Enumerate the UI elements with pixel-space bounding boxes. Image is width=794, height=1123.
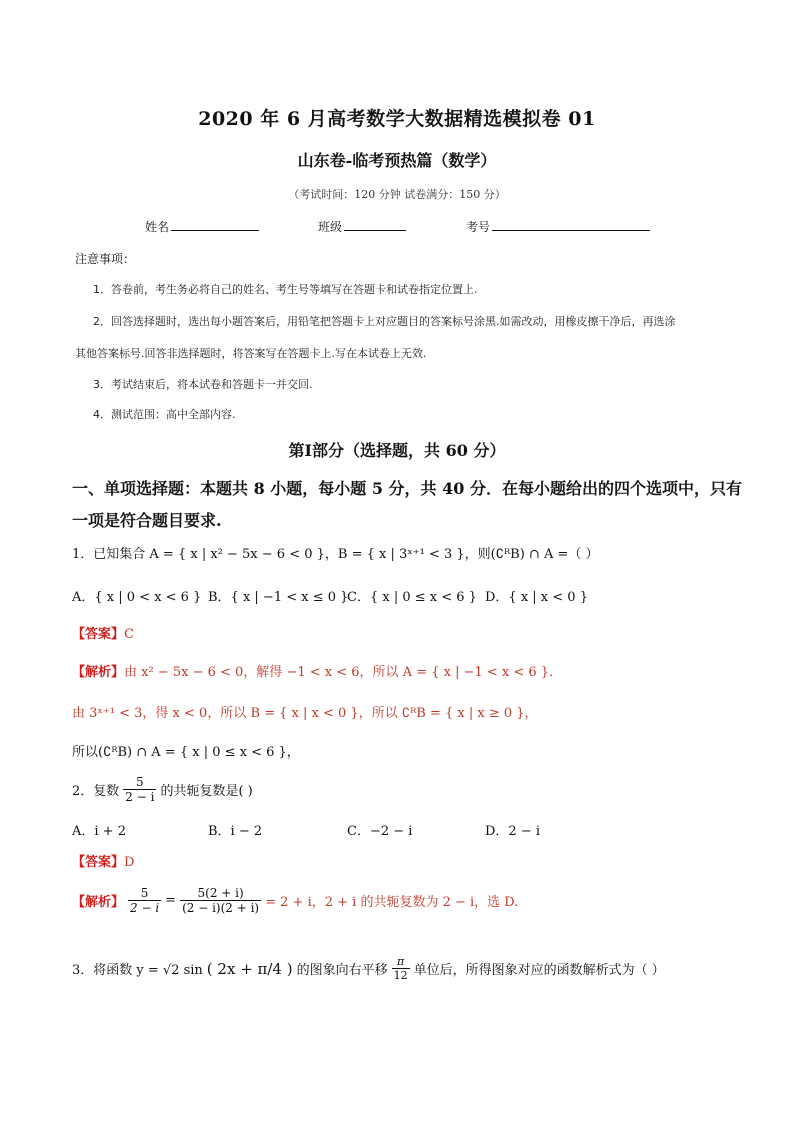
q3-stem-post: 单位后，所得图象对应的函数解析式为（ ） (413, 963, 665, 978)
exam-title: 2020 年 6 月高考数学大数据精选模拟卷 01 (198, 108, 596, 130)
fraction-numerator: π (397, 955, 405, 968)
q1-option-d: D．{ x | x < 0 } (485, 590, 588, 605)
fraction-denominator: 2 − i (125, 790, 155, 804)
q2-option-d: D．2 − i (485, 824, 541, 839)
fraction-numerator: 5 (136, 775, 144, 789)
note-item: 其他答案标号.回答非选择题时，将答案写在答题卡上.写在本试卷上无效. (75, 347, 427, 360)
q1-option-b: B．{ x | −1 < x ≤ 0 } (208, 590, 349, 605)
exam-meta: （考试时间：120 分钟 试卷满分：150 分） (288, 188, 506, 201)
q2-answer (72, 851, 134, 870)
name-field (145, 218, 259, 235)
q3-stem-pre: 3．将函数 y = √2 sin (72, 963, 203, 978)
q2-fraction (123, 775, 156, 804)
answer-tag: 【答案】 (72, 855, 125, 870)
analysis-fraction (180, 886, 261, 915)
analysis-tag: 【解析】 (72, 665, 125, 680)
q2-analysis: 【解析】 $\frac{5}{2 - i}$ = $\frac{5(2 + i)}{(2 - i)(2 + i)}$ = 2 + i，2 + i 的共轭复数为 2 − i，选 D. (72, 886, 519, 915)
question-1-stem: 1．已知集合 A = { x | x² − 5x − 6 < 0 }，B = { x | 3ˣ⁺¹ < 3 }，则(∁ᴿB) ∩ A =（ ） (72, 547, 599, 562)
section-title: 第Ⅰ部分（选择题，共 60 分） (288, 441, 506, 460)
note-item: 2．回答选择题时，选出每小题答案后，用铅笔把答题卡上对应题目的答案标号涂黑.如需改动，用橡皮擦干净后，再选涂 (93, 315, 676, 328)
fraction-denominator: (2 − i)(2 + i) (182, 901, 260, 915)
q1-option-c: C．{ x | 0 ≤ x < 6 } (347, 590, 477, 605)
q2-option-c: C．−2 − i (347, 824, 413, 839)
class-label: 班级 (318, 220, 343, 234)
class-field (318, 218, 406, 235)
note-item: 4．测试范围：高中全部内容. (93, 408, 236, 421)
q1-option-a: A．{ x | 0 < x < 6 } (72, 590, 202, 605)
note-item: 1．答卷前，考生务必将自己的姓名、考生号等填写在答题卡和试卷指定位置上. (93, 283, 478, 296)
q1-answer (72, 623, 134, 642)
fraction-numerator: 5(2 + i) (197, 886, 244, 900)
analysis-line: 由 x² − 5x − 6 < 0，解得 −1 < x < 6，所以 A = { x | −1 < x < 6 }． (124, 665, 563, 680)
fraction-denominator: 2 − i (130, 901, 160, 915)
answer-tag: 【答案】 (72, 627, 125, 642)
q2-option-b: B．i − 2 (208, 824, 263, 839)
fraction-numerator: 5 (140, 886, 149, 900)
q2-option-a: A．i + 2 (72, 824, 126, 839)
q2-stem-pre: 2．复数 (72, 784, 120, 799)
q3-stem-mid: 的图象向右平移 (296, 963, 388, 978)
analysis-line: = 2 + i，2 + i 的共轭复数为 2 − i，选 D. (265, 895, 519, 910)
fraction-denominator: 12 (393, 969, 408, 982)
answer-value: D (124, 855, 135, 870)
analysis-fraction (128, 886, 161, 915)
name-label: 姓名 (145, 220, 170, 234)
answer-value: C (124, 627, 134, 642)
note-item: 3．考试结束后，将本试卷和答题卡一并交回. (93, 378, 313, 391)
question-2-stem (72, 775, 253, 804)
q3-fraction (392, 955, 410, 982)
question-3-stem (72, 955, 665, 982)
exam-subtitle: 山东卷-临考预热篇（数学） (297, 151, 497, 170)
analysis-line: 由 3ˣ⁺¹ < 3，得 x < 0，所以 B = { x | x < 0 }，所以 ∁ᴿB = { x | x ≥ 0 }， (72, 706, 538, 721)
q3-paren-expression: ( 2x + π/4 ) (206, 959, 293, 978)
analysis-line: 所以(∁ᴿB) ∩ A = { x | 0 ≤ x < 6 }， (72, 745, 300, 760)
notes-heading: 注意事项： (75, 252, 136, 266)
analysis-tag: 【解析】 (72, 895, 125, 910)
number-field (466, 218, 650, 235)
number-label: 考号 (466, 220, 491, 234)
section-instruction: 一、单项选择题：本题共 8 小题，每小题 5 分，共 40 分．在每小题给出的四个选项中，只有 (72, 479, 742, 498)
q2-stem-post: 的共轭复数是( ) (160, 784, 253, 799)
section-instruction: 一项是符合题目要求. (72, 511, 222, 530)
q1-analysis (72, 661, 562, 680)
